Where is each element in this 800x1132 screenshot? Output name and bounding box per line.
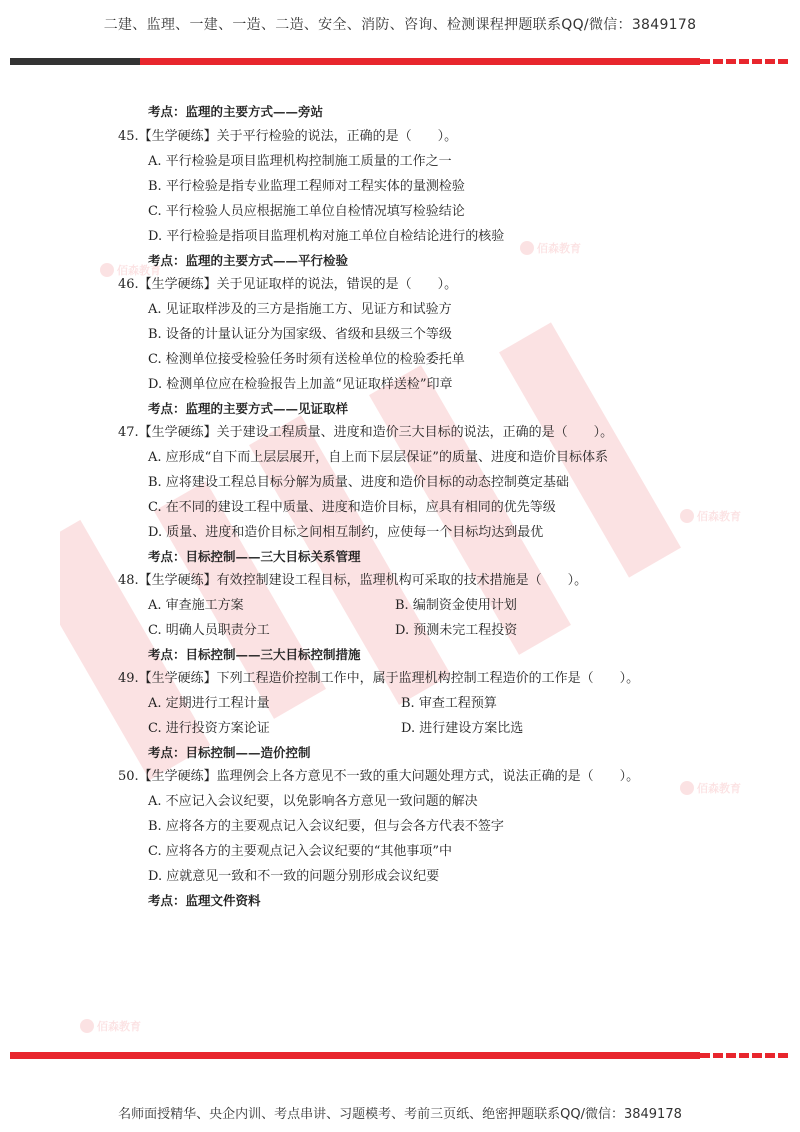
question-stem: 48.【生学硬练】有效控制建设工程目标，监理机构可采取的技术措施是（ ）。 (118, 573, 588, 588)
option-a: A. 平行检验是项目监理机构控制施工质量的工作之一 (148, 154, 452, 169)
watermark-logo: 佰森教育 (680, 780, 741, 796)
knowledge-point: 考点：监理的主要方式——旁站 (148, 104, 324, 119)
question-stem: 45.【生学硬练】关于平行检验的说法，正确的是（ ）。 (118, 129, 458, 144)
option-d: D. 进行建设方案比选 (401, 721, 524, 736)
knowledge-point: 考点：目标控制——造价控制 (148, 745, 311, 760)
option-b: B. 设备的计量认证分为国家级、省级和县级三个等级 (148, 327, 452, 342)
option-b: B. 平行检验是指专业监理工程师对工程实体的量测检验 (148, 179, 465, 194)
option-a: A. 应形成“自下而上层层展开，自上而下层层保证”的质量、进度和造价目标体系 (148, 450, 608, 465)
option-d: D. 检测单位应在检验报告上加盖“见证取样送检”印章 (148, 377, 453, 392)
footer-contact-text: 名师面授精华、央企内训、考点串讲、习题模考、考前三页纸、绝密押题联系QQ/微信：3849178 (118, 1107, 682, 1122)
header-divider (10, 58, 790, 65)
option-c: C. 明确人员职责分工 (148, 623, 270, 638)
option-c: C. 平行检验人员应根据施工单位自检情况填写检验结论 (148, 204, 465, 219)
option-b: B. 应将各方的主要观点记入会议纪要，但与会各方代表不签字 (148, 819, 504, 834)
option-c: C. 在不同的建设工程中质量、进度和造价目标，应具有相同的优先等级 (148, 500, 556, 515)
option-a: A. 见证取样涉及的三方是指施工方、见证方和试验方 (148, 302, 452, 317)
option-d: D. 平行检验是指项目监理机构对施工单位自检结论进行的核验 (148, 229, 505, 244)
footer-divider (10, 1052, 790, 1059)
knowledge-point: 考点：目标控制——三大目标控制措施 (148, 647, 361, 662)
question-stem: 47.【生学硬练】关于建设工程质量、进度和造价三大目标的说法，正确的是（ ）。 (118, 425, 614, 440)
option-d: D. 应就意见一致和不一致的问题分别形成会议纪要 (148, 869, 440, 884)
option-c: C. 进行投资方案论证 (148, 721, 270, 736)
option-a: A. 不应记入会议纪要，以免影响各方意见一致问题的解决 (148, 794, 478, 809)
option-b: B. 应将建设工程总目标分解为质量、进度和造价目标的动态控制奠定基础 (148, 475, 569, 490)
option-c: C. 检测单位接受检验任务时须有送检单位的检验委托单 (148, 352, 465, 367)
option-b: B. 审查工程预算 (401, 696, 497, 711)
knowledge-point: 考点：监理的主要方式——平行检验 (148, 253, 349, 268)
option-b: B. 编制资金使用计划 (395, 598, 517, 613)
question-stem: 46.【生学硬练】关于见证取样的说法，错误的是（ ）。 (118, 277, 458, 292)
option-a: A. 审查施工方案 (148, 598, 244, 613)
watermark-logo: 佰森教育 (680, 508, 741, 524)
knowledge-point: 考点：监理文件资料 (148, 893, 261, 908)
knowledge-point: 考点：监理的主要方式——见证取样 (148, 401, 349, 416)
watermark-logo: 佰森教育 (520, 240, 581, 256)
option-d: D. 预测未完工程投资 (395, 623, 518, 638)
question-stem: 49.【生学硬练】下列工程造价控制工作中，属于监理机构控制工程造价的工作是（ ）。 (118, 671, 640, 686)
option-c: C. 应将各方的主要观点记入会议纪要的“其他事项”中 (148, 844, 453, 859)
option-d: D. 质量、进度和造价目标之间相互制约，应使每一个目标均达到最优 (148, 525, 544, 540)
watermark-logo: 佰森教育 (80, 1018, 141, 1034)
option-a: A. 定期进行工程计量 (148, 696, 270, 711)
question-stem: 50.【生学硬练】监理例会上各方意见不一致的重大问题处理方式，说法正确的是（ ）。 (118, 769, 640, 784)
knowledge-point: 考点：目标控制——三大目标关系管理 (148, 549, 361, 564)
header-contact-text: 二建、监理、一建、一造、二造、安全、消防、咨询、检测课程押题联系QQ/微信：3849178 (103, 17, 697, 33)
watermark-logo: 佰森教育 (100, 262, 161, 278)
